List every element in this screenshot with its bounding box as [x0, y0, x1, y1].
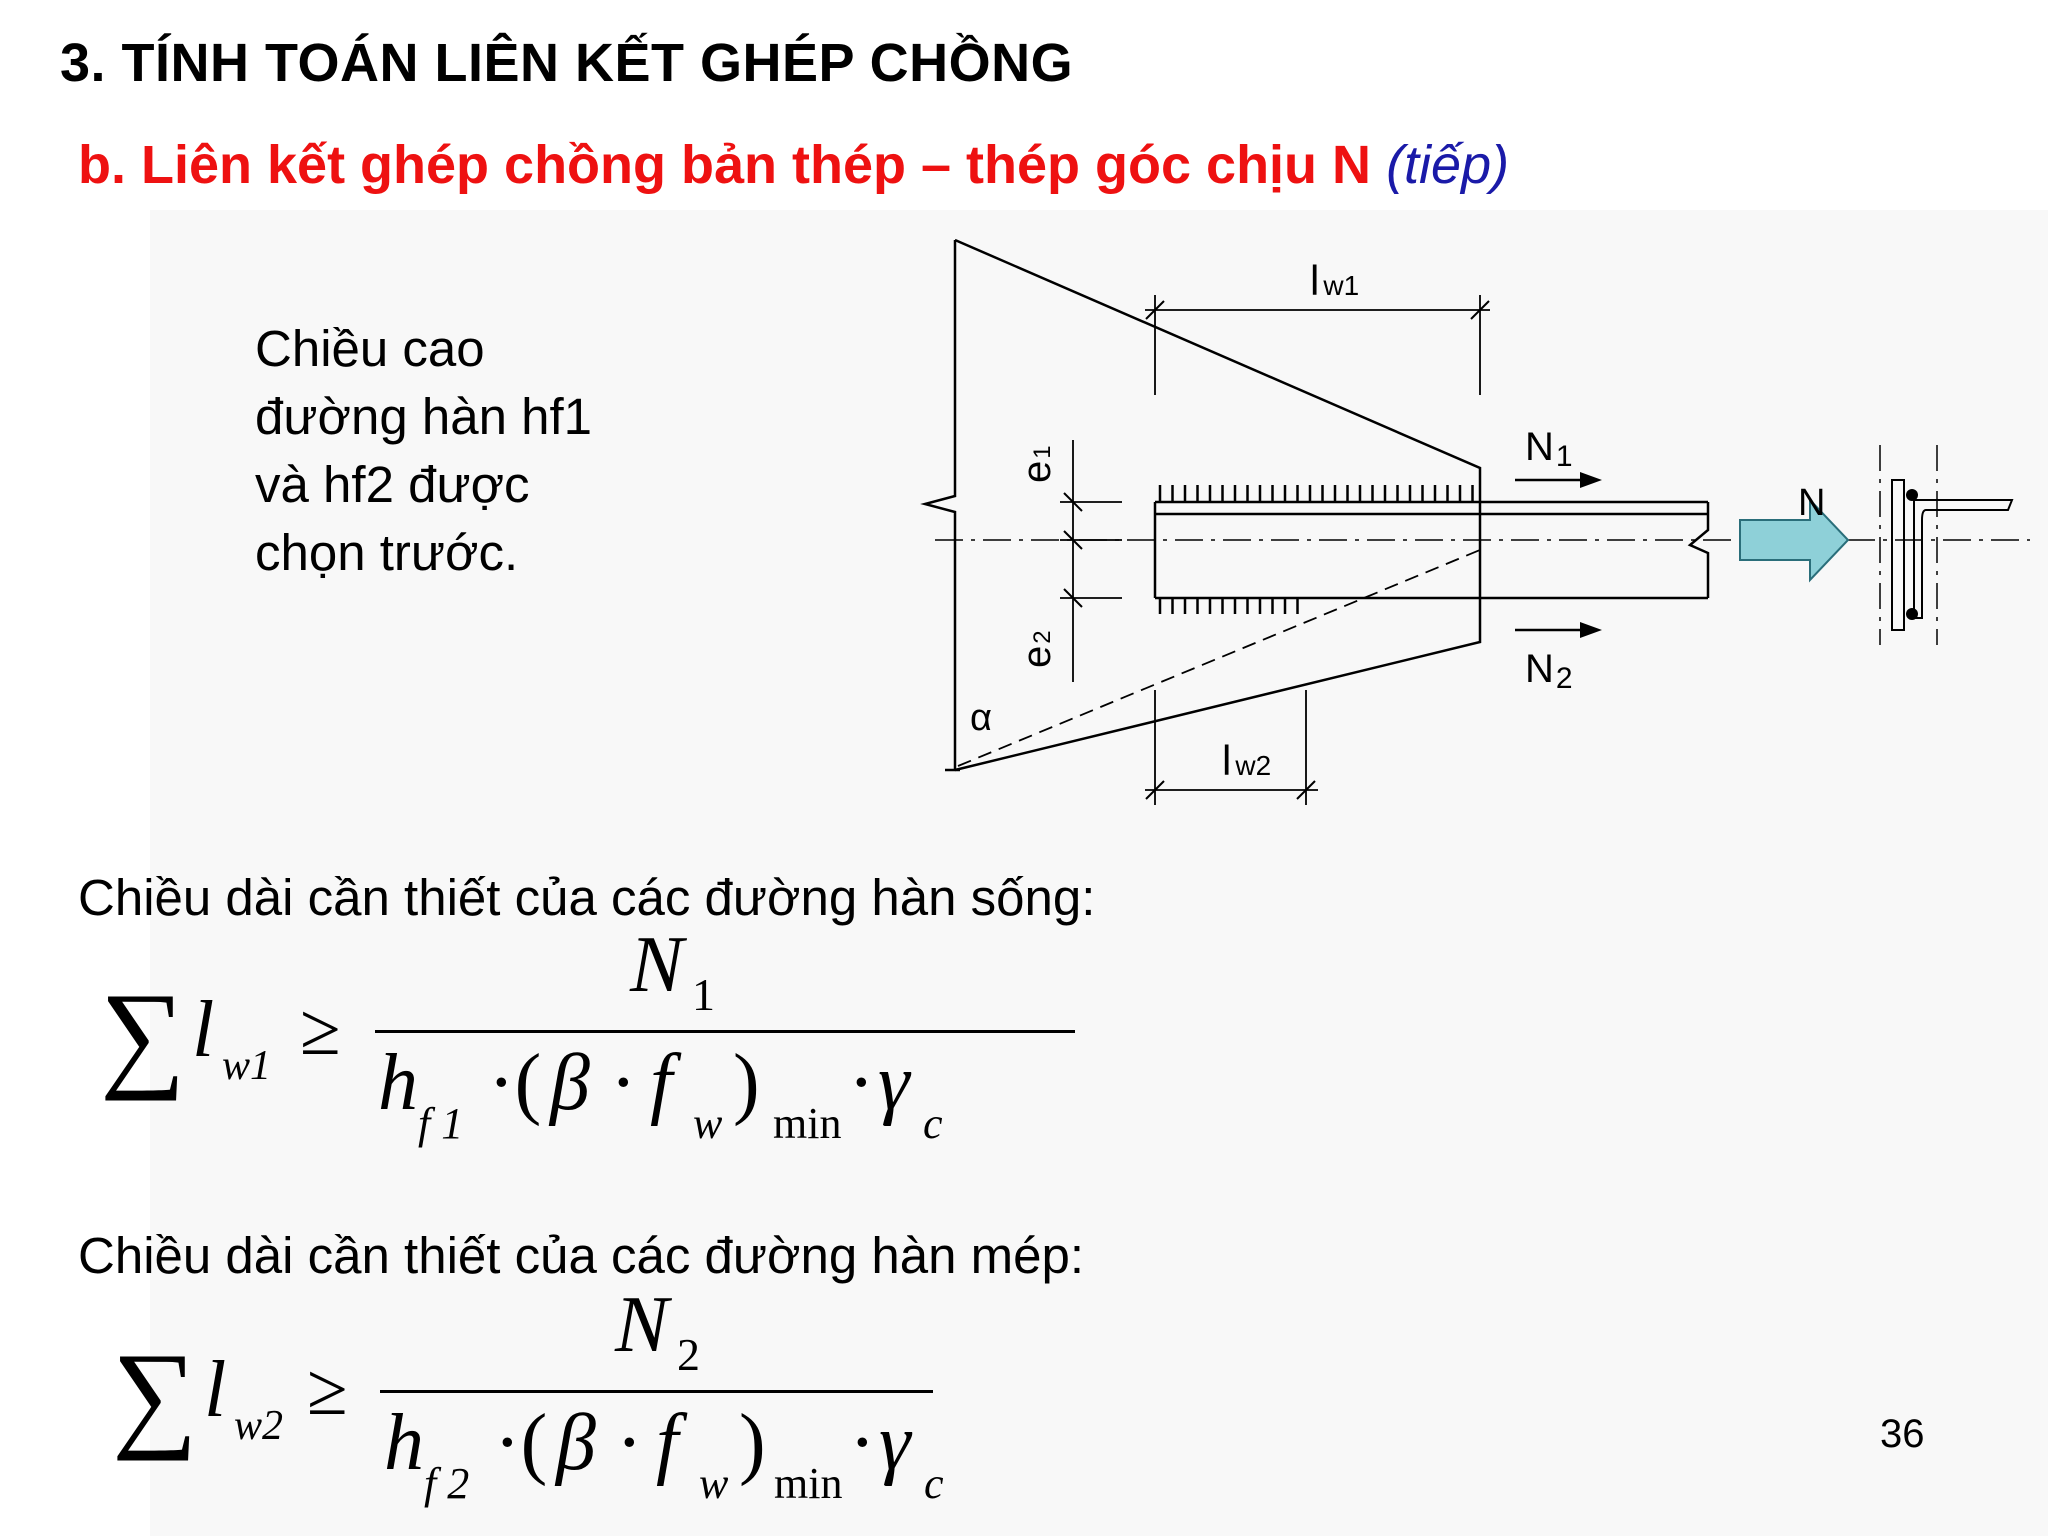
numerator-subscript: 2 [677, 1329, 700, 1380]
denominator-min: min [773, 1099, 842, 1148]
N2-label: N2 [1525, 647, 1573, 695]
denominator-dot: · [616, 1399, 643, 1487]
denominator-dot-2: · [849, 1399, 876, 1487]
denominator-gamma: γ [879, 1399, 911, 1487]
note-line: và hf2 được [255, 456, 530, 513]
numerator-subscript: 1 [692, 969, 715, 1020]
formula-1 [100, 921, 1000, 1150]
section-rivet-bottom [1906, 608, 1918, 620]
formula-2-label: Chiều dài cần thiết của các đường hàn mép: [78, 1227, 1085, 1284]
formula-1-label: Chiều dài cần thiết của các đường hàn sống: [78, 869, 1096, 926]
sigma-symbol: ∑ [112, 1328, 198, 1461]
lhs-l: l [192, 986, 215, 1074]
numerator-N: N [630, 921, 684, 1009]
denominator-dot-2: · [848, 1039, 875, 1127]
lhs-l: l [204, 1346, 227, 1434]
denominator-close: ) [739, 1399, 766, 1487]
geq-symbol: ≥ [307, 1349, 348, 1431]
numerator-N: N [615, 1281, 669, 1369]
denominator-f: f [650, 1039, 673, 1127]
N1-label: N1 [1525, 425, 1573, 473]
denominator-close: ) [733, 1039, 760, 1127]
denominator-min: min [774, 1459, 843, 1508]
geq-symbol: ≥ [300, 989, 341, 1071]
note-line: đường hàn hf1 [255, 388, 593, 445]
fraction-bar [375, 1030, 1075, 1033]
denominator-f-subscript: w [699, 1459, 729, 1508]
denominator-dot: · [610, 1039, 637, 1127]
denominator-f-subscript: w [693, 1099, 723, 1148]
sigma-symbol: ∑ [100, 968, 186, 1101]
N2-arrow-head [1580, 622, 1602, 638]
note-line: chọn trước. [255, 524, 519, 581]
section-angle [1914, 500, 2012, 618]
alpha-label: α [970, 697, 992, 739]
N-force-arrow [1740, 500, 1848, 580]
slide-title: 3. TÍNH TOÁN LIÊN KẾT GHÉP CHỒNG [60, 33, 1074, 93]
slide-subtitle [78, 134, 1509, 196]
gusset-break [925, 240, 955, 770]
lw1-label: lw1 [1310, 257, 1360, 304]
section-plate [1892, 480, 1904, 630]
lhs-subscript: w2 [234, 1403, 284, 1449]
note-text [255, 315, 815, 587]
e1-label: e1 [1015, 445, 1059, 483]
note-line: Chiều cao [255, 320, 485, 377]
fraction-bar [380, 1390, 933, 1393]
denominator-open: ·( [494, 1399, 548, 1487]
lw2-label: lw2 [1222, 737, 1272, 784]
subtitle-continuation: (tiếp) [1386, 135, 1510, 195]
denominator-h-subscript: f 1 [418, 1099, 464, 1148]
weld-hatching-bottom [1160, 598, 1298, 614]
denominator-beta: β [550, 1039, 590, 1127]
denominator-beta: β [556, 1399, 596, 1487]
denominator-h-subscript: f 2 [424, 1459, 470, 1508]
N-label: N [1798, 482, 1826, 524]
lhs-subscript: w1 [222, 1043, 272, 1089]
denominator-open: ·( [488, 1039, 542, 1127]
page-number: 36 [1880, 1412, 1925, 1456]
weld-diagram [900, 220, 2048, 820]
denominator-h: h [378, 1039, 418, 1127]
denominator-gamma-subscript: c [923, 1099, 943, 1148]
section-rivet-top [1906, 489, 1918, 501]
N1-arrow-head [1580, 472, 1602, 488]
gusset-plate [955, 240, 1480, 770]
subtitle-text: b. Liên kết ghép chồng bản thép – thép góc chịu N [78, 135, 1372, 195]
weld-hatching-top [1160, 485, 1473, 502]
e2-label: e2 [1015, 630, 1059, 668]
denominator-f: f [656, 1399, 679, 1487]
formula-2 [112, 1281, 972, 1520]
denominator-gamma: γ [878, 1039, 910, 1127]
angle-break [1690, 502, 1708, 598]
denominator-h: h [384, 1399, 424, 1487]
denominator-gamma-subscript: c [924, 1459, 944, 1508]
